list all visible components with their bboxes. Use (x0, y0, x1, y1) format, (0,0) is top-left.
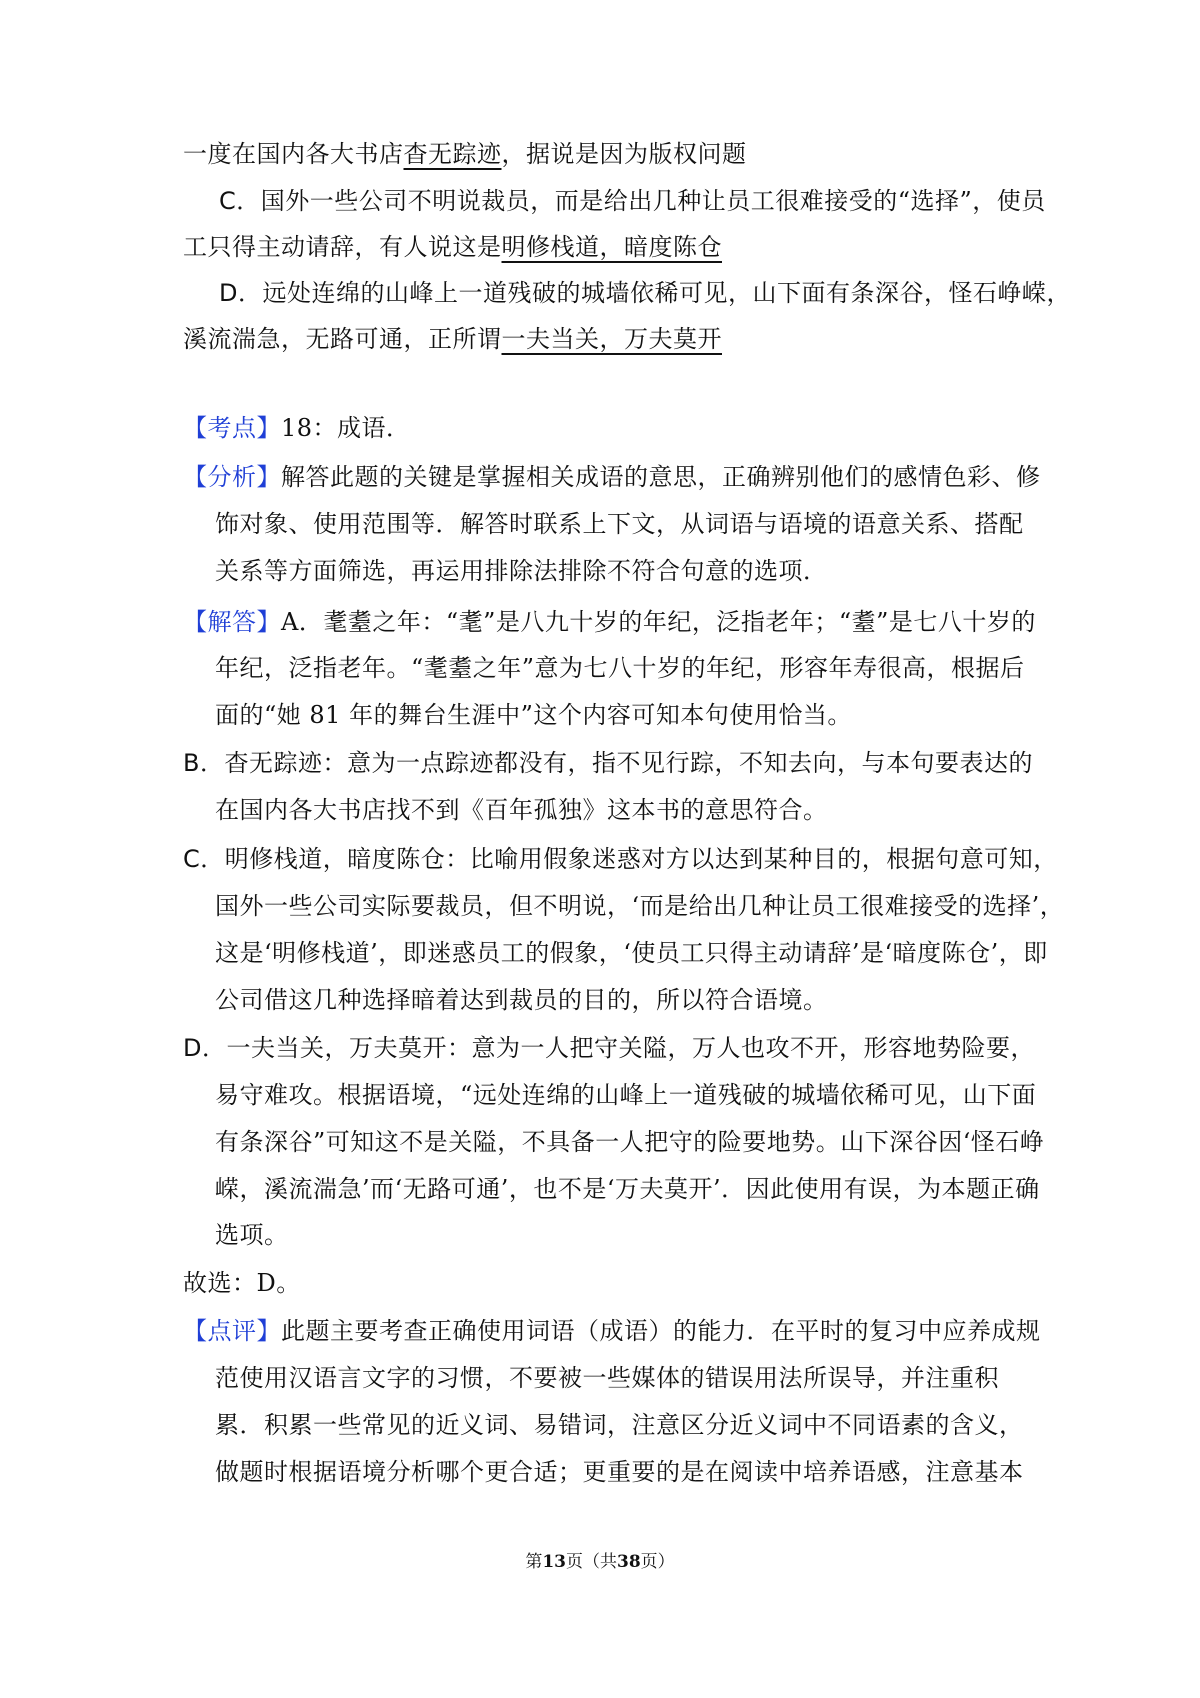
dianping-tag: 【点评】 (183, 1317, 281, 1345)
page-footer: 第13页（共38页） (525, 1552, 675, 1572)
total-pages: 38 (617, 1552, 641, 1572)
jieda-d-label: D． (183, 1034, 227, 1062)
option-d-line-1: D．远处连绵的山峰上一道残破的城墙依稀可见，山下面有条深谷，怪石峥嵘， (219, 279, 1071, 307)
jieda-line-d1: D．一夫当关，万夫莫开：意为一人把守关隘，万人也攻不开，形容地势险要， (183, 1034, 1035, 1062)
jieda-line-c4: 公司借这几种选择暗着达到裁员的目的，所以符合语境。 (215, 986, 828, 1014)
kaodian-text: 18：成语． (281, 414, 411, 442)
fenxi-line-2: 饰对象、使用范围等．解答时联系上下文，从词语与语境的语意关系、搭配 (215, 510, 1024, 538)
jieda-line-d2: 易守难攻。根据语境，“远处连绵的山峰上一道残破的城墙依稀可见，山下面 (215, 1081, 1037, 1109)
option-d-label: D． (219, 279, 263, 307)
jieda-line-c3: 这是‘明修栈道’，即迷惑员工的假象，‘使员工只得主动请辞’是‘暗度陈仓’，即 (215, 939, 1048, 967)
underlined-idiom: 杳无踪迹 (403, 140, 502, 168)
dianping-line-3: 累．积累一些常见的近义词、易错词，注意区分近义词中不同语素的含义， (215, 1411, 1024, 1439)
dianping-line-2: 范使用汉语言文字的习惯，不要被一些媒体的错误用法所误导，并注重积 (215, 1364, 999, 1392)
underlined-idiom: 一夫当关，万夫莫开 (501, 325, 722, 353)
jieda-line-d4: 嵘，溪流湍急’而‘无路可通’，也不是‘万夫莫开’．因此使用有误，为本题正确 (215, 1175, 1040, 1203)
option-d-line-2: 溪流湍急，无路可通，正所谓一夫当关，万夫莫开 (183, 325, 722, 353)
page-number: 13 (542, 1552, 566, 1572)
jieda-tag: 【解答】 (183, 608, 281, 636)
option-c-label: C． (219, 187, 261, 215)
jieda-line-b2: 在国内各大书店找不到《百年孤独》这本书的意思符合。 (215, 796, 828, 824)
jieda-line-a2: 年纪，泛指老年。“耄耋之年”意为七八十岁的年纪，形容年寿很高，根据后 (215, 654, 1025, 682)
answer-line: 故选：D。 (183, 1269, 301, 1297)
jieda-line-b1: B．杳无踪迹：意为一点踪迹都没有，指不见行踪，不知去向，与本句要表达的 (183, 749, 1033, 777)
jieda-line-c1: C．明修栈道，暗度陈仓：比喻用假象迷惑对方以达到某种目的，根据句意可知， (183, 845, 1058, 873)
option-b-continuation: 一度在国内各大书店杳无踪迹，据说是因为版权问题 (183, 140, 747, 168)
jieda-line-d5: 选项。 (215, 1221, 289, 1249)
jieda-line-a1: 【解答】A．耄耋之年：“耄”是八九十岁的年纪，泛指老年；“耋”是七八十岁的 (183, 608, 1036, 636)
jieda-line-a3: 面的“她 81 年的舞台生涯中”这个内容可知本句使用恰当。 (215, 701, 852, 729)
fenxi-line-1: 【分析】解答此题的关键是掌握相关成语的意思，正确辨别他们的感情色彩、修 (183, 463, 1041, 491)
kaodian-section (183, 405, 411, 451)
fenxi-tag: 【分析】 (183, 463, 281, 491)
jieda-line-d3: 有条深谷”可知这不是关隘，不具备一人把守的险要地势。山下深谷因‘怪石峥 (215, 1128, 1045, 1156)
kaodian-tag: 【考点】 (183, 414, 281, 442)
jieda-c-label: C． (183, 845, 225, 873)
jieda-line-c2: 国外一些公司实际要裁员，但不明说，‘而是给出几种让员工很难接受的选择’， (215, 892, 1065, 920)
underlined-idiom: 明修栈道，暗度陈仓 (501, 233, 722, 261)
jieda-b-label: B． (183, 749, 225, 777)
option-c-line-2: 工只得主动请辞，有人说这是明修栈道，暗度陈仓 (183, 233, 722, 261)
option-c-line-1: C．国外一些公司不明说裁员，而是给出几种让员工很难接受的“选择”，使员 (219, 187, 1046, 215)
dianping-line-1: 【点评】此题主要考查正确使用词语（成语）的能力．在平时的复习中应养成规 (183, 1317, 1041, 1345)
dianping-line-4: 做题时根据语境分析哪个更合适；更重要的是在阅读中培养语感，注意基本 (215, 1458, 1024, 1486)
fenxi-line-3: 关系等方面筛选，再运用排除法排除不符合句意的选项． (215, 557, 828, 585)
